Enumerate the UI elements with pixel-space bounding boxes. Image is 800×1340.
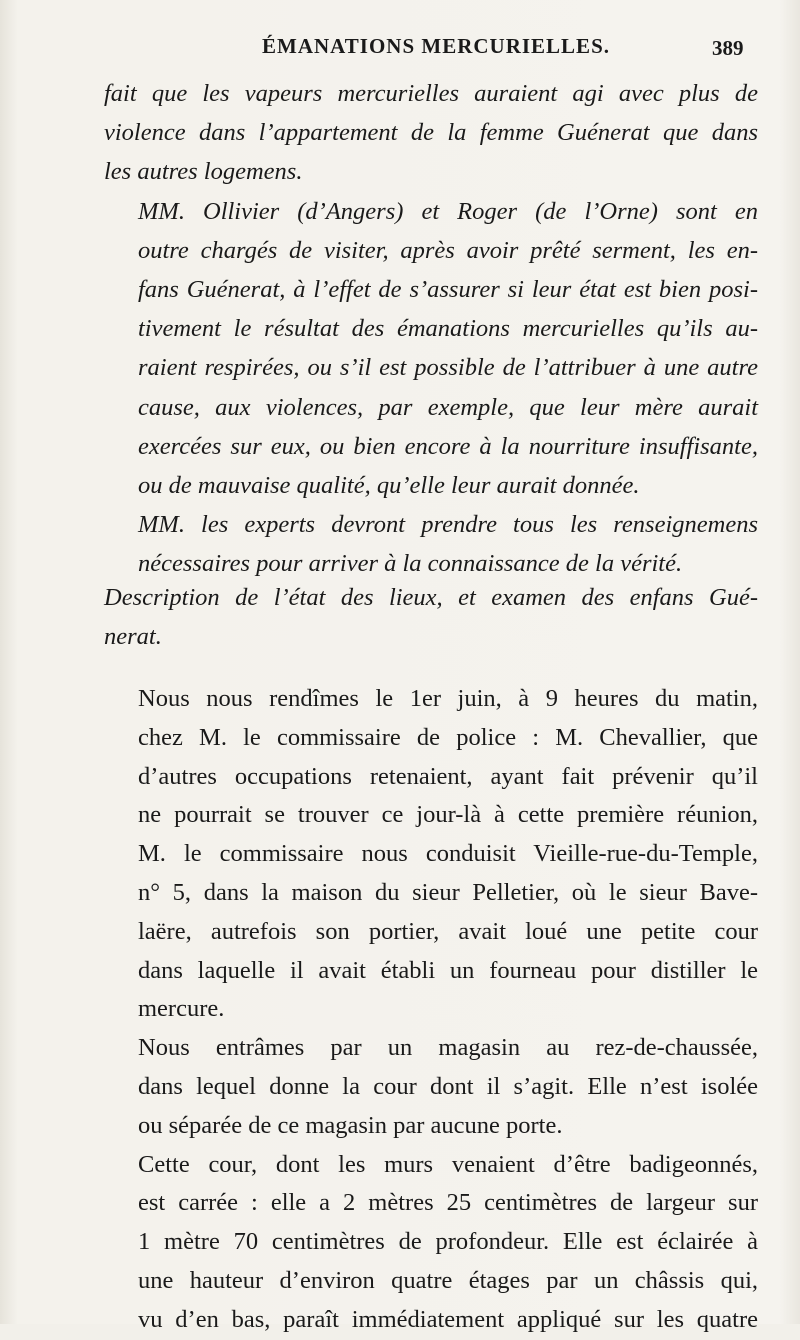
text-line: MM. Ollivier (d’Angers) et Roger (de l’Orne) sont en — [138, 197, 758, 225]
text-line: dans laquelle il avait établi un fourneau pour distiller le — [138, 956, 758, 984]
text-line: MM. les experts devront prendre tous les renseignemens — [138, 511, 758, 539]
paragraph-experts-mission — [104, 192, 758, 506]
text-line: dans lequel donne la cour dont il s’agit. Elle n’est isolée — [138, 1072, 758, 1100]
text-line: ne pourrait se trouver ce jour-là à cette première réunion, — [138, 801, 758, 829]
text-line: nécessaires pour arriver à la connaissance de la vérité. — [138, 550, 683, 578]
paragraph-experts-inquiry — [104, 505, 758, 583]
text-line: mercure. — [138, 995, 225, 1023]
text-line: n° 5, dans la maison du sieur Pelletier, où le sieur Bave- — [138, 878, 758, 906]
text-line: violence dans l’appartement de la femme Guénerat que dans — [104, 119, 758, 147]
text-line: 1 mètre 70 centimètres de profondeur. Elle est éclairée à — [138, 1228, 758, 1256]
text-line: une hauteur d’environ quatre étages par un châssis qui, — [138, 1266, 758, 1294]
running-title: ÉMANATIONS MERCURIELLES. — [262, 34, 610, 58]
text-line: d’autres occupations retenaient, ayant fait prévenir qu’il — [138, 762, 758, 790]
text-line: laëre, autrefois son portier, avait loué une petite cour — [138, 917, 758, 945]
text-line: M. le commissaire nous conduisit Vieille-rue-du-Temple, — [138, 840, 758, 868]
text-line: Nous entrâmes par un magasin au rez-de-chaussée, — [138, 1034, 758, 1062]
page-header — [0, 30, 800, 66]
section-title-line: nerat. — [104, 623, 162, 650]
section-title — [104, 578, 758, 656]
text-line: fait que les vapeurs mercurielles auraient agi avec plus de — [104, 80, 758, 107]
text-line: raient respirées, ou s’il est possible de l’attribuer à une autre — [138, 354, 758, 382]
commission-text — [104, 74, 758, 584]
text-line: fans Guénerat, à l’effet de s’assurer si leur état est bien posi- — [138, 276, 758, 304]
paragraph-shop — [104, 1029, 758, 1145]
text-line: cause, aux violences, par exemple, que leur mère aurait — [138, 393, 758, 421]
paragraph-continuation — [104, 74, 758, 192]
text-line: outre chargés de visiter, après avoir prêté serment, les en- — [138, 236, 758, 264]
paragraph-courtyard — [104, 1146, 758, 1340]
text-line: Nous nous rendîmes le 1er juin, à 9 heures du matin, — [138, 685, 758, 712]
text-line: est carrée : elle a 2 mètres 25 centimètres de largeur sur — [138, 1189, 758, 1217]
section-title-line: Description de l’état des lieux, et examen des enfans Gué- — [104, 584, 758, 611]
paragraph-visit — [104, 680, 758, 1029]
text-line: tivement le résultat des émanations mercurielles qu’ils au- — [138, 315, 758, 343]
text-line: les autres logemens. — [104, 158, 303, 186]
text-line: chez M. le commissaire de police : M. Chevallier, que — [138, 723, 758, 751]
text-line: exercées sur eux, ou bien encore à la nourriture insuffisante, — [138, 432, 758, 460]
text-line: Cette cour, dont les murs venaient d’être badigeonnés, — [138, 1150, 758, 1178]
text-line: ou de mauvaise qualité, qu’elle leur aurait donnée. — [138, 472, 640, 500]
page-number: 389 — [712, 36, 744, 60]
text-line: ou séparée de ce magasin par aucune porte. — [138, 1111, 563, 1139]
text-line: vu d’en bas, paraît immédiatement appliqué sur les quatre — [138, 1305, 758, 1333]
report-body — [104, 680, 758, 1340]
